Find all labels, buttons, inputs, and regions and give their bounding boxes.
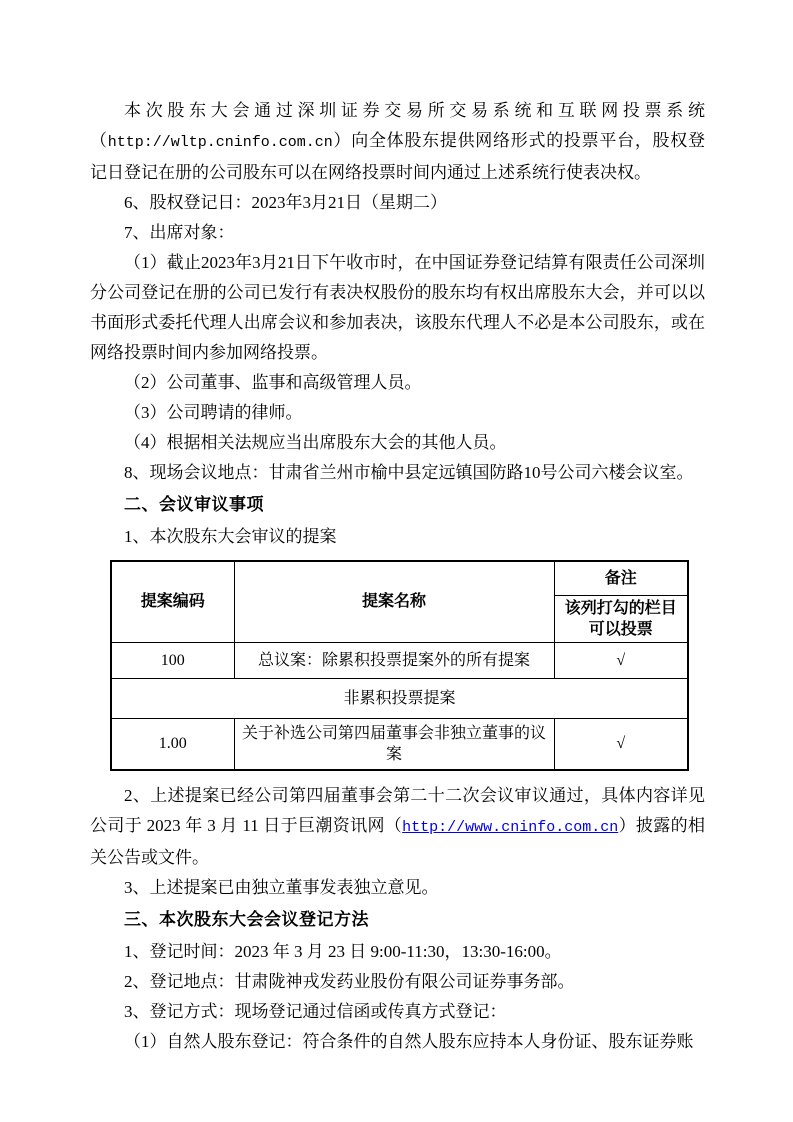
item-6-record-date: 6、股权登记日：2023年3月21日（星期二） — [124, 193, 447, 212]
table-header-remark: 备注 — [554, 561, 688, 595]
section-3-item-1-registration-time: 1、登记时间：2023 年 3 月 23 日 9:00-11:30，13:30-16:00。 — [124, 942, 562, 961]
para-network-voting-text-after: ）向全体股东提供网络形式的投票平台，股权登记日登记在册的公司股东可以在网络投票时间内通过上述系统行使表决权。 — [90, 131, 706, 182]
cell-remark-check-1: √ — [554, 718, 688, 770]
cell-proposal-code-100: 100 — [111, 642, 234, 678]
section-3-item-3-registration-method: 3、登记方式：现场登记通过信函或传真方式登记： — [124, 1002, 507, 1021]
item-7-4-other-persons: （4）根据相关法规应当出席股东大会的其他人员。 — [124, 433, 507, 452]
table-row-proposal-1 — [111, 718, 688, 770]
table-header-row-top — [111, 561, 688, 595]
cninfo-website-link[interactable]: http://www.cninfo.com.cn — [402, 819, 619, 836]
section-3-item-2-registration-place: 2、登记地点：甘肃陇神戎发药业股份有限公司证券事务部。 — [124, 972, 575, 991]
table-row-general-proposal — [111, 642, 688, 678]
item-8-venue: 8、现场会议地点：甘肃省兰州市榆中县定远镇国防路10号公司六楼会议室。 — [124, 463, 694, 482]
voting-platform-url-text: http://wltp.cninfo.com.cn — [107, 134, 333, 151]
table-header-proposal-name: 提案名称 — [234, 561, 554, 642]
item-7-2-directors: （2）公司董事、监事和高级管理人员。 — [124, 373, 422, 392]
section-3-heading: 三、本次股东大会会议登记方法 — [124, 910, 369, 929]
item-7-attendees-label: 7、出席对象： — [124, 223, 235, 242]
section-2-item-2-approval — [90, 781, 705, 873]
item-7-3-lawyers: （3）公司聘请的律师。 — [124, 403, 303, 422]
table-header-proposal-code: 提案编码 — [111, 561, 234, 642]
para-network-voting-text-before: 本次股东大会通过深圳证券交易所交易系统和互联网投票系统（ — [90, 101, 705, 150]
para-network-voting-platform — [90, 96, 705, 188]
cell-proposal-name-election: 关于补选公司第四届董事会非独立董事的议案 — [234, 718, 554, 770]
approval-text-after: ）披露的相关公告或文件。 — [90, 816, 706, 867]
section-3-item-3-1-natural-person: （1）自然人股东登记：符合条件的自然人股东应持本人身份证、股东证券账 — [124, 1032, 694, 1051]
section-2-heading: 二、会议审议事项 — [124, 495, 264, 514]
proposals-table — [110, 560, 689, 771]
section-2-item-1-label: 1、本次股东大会审议的提案 — [124, 527, 337, 546]
table-header-remark-note: 该列打勾的栏目可以投票 — [554, 595, 688, 642]
cell-non-cumulative-span: 非累积投票提案 — [111, 678, 688, 718]
cell-remark-check-100: √ — [554, 642, 688, 678]
item-7-1-shareholders: （1）截止2023年3月21日下午收市时，在中国证券登记结算有限责任公司深圳分公司登记在册的公司已发行有表决权股份的股东均有权出席股东大会，并可以以书面形式委托代理人出席会议和参加表决，该股东代理人不必是本公司股东，或在网络投票时间内参加网络投票。 — [90, 253, 705, 362]
section-2-item-3-independent-opinion: 3、上述提案已由独立董事发表独立意见。 — [124, 878, 439, 897]
table-row-non-cumulative-label — [111, 678, 688, 718]
approval-text-before: 2、上述提案已经公司第四届董事会第二十二次会议审议通过，具体内容详见公司于 2023 年 3 月 11 日于巨潮资讯网（ — [90, 786, 705, 835]
cell-proposal-name-general: 总议案：除累积投票提案外的所有提案 — [234, 642, 554, 678]
cell-proposal-code-1: 1.00 — [111, 718, 234, 770]
